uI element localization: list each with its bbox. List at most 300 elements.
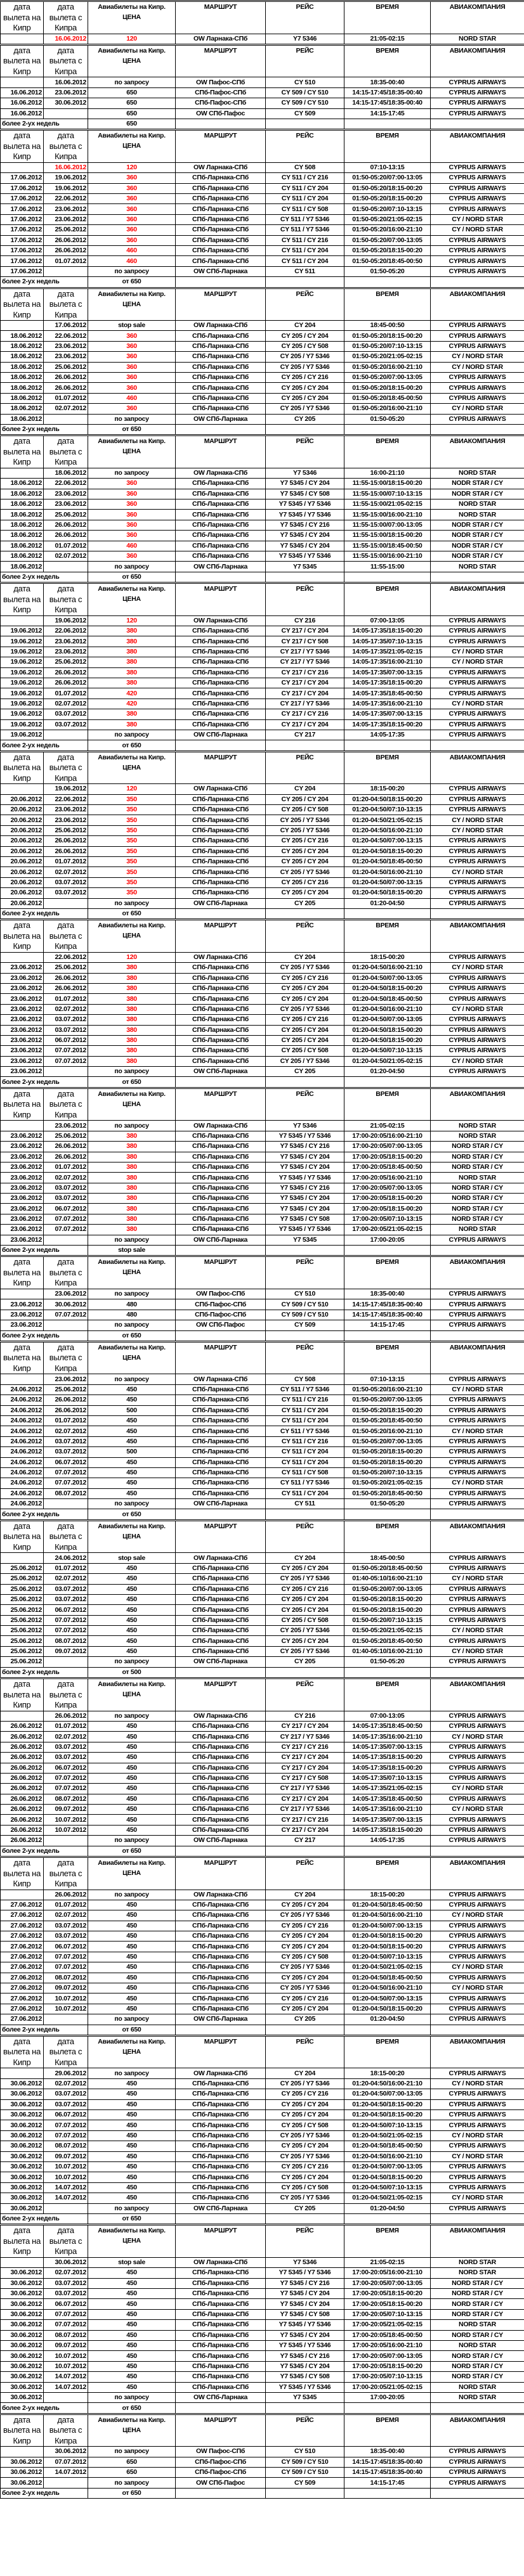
flight-cell: CY 205 / CY 216 bbox=[266, 836, 344, 846]
table-row bbox=[1, 1910, 524, 1921]
date-to-cyprus-cell: 17.06.2012 bbox=[1, 266, 44, 276]
flight-cell: CY 511 / CY 204 bbox=[266, 183, 344, 193]
airline-cell: NORD STAR / CY bbox=[431, 2351, 524, 2361]
price-cell: 450 bbox=[88, 1426, 176, 1436]
airline-cell: CYPRUS AIRWAYS bbox=[431, 77, 524, 87]
route-cell: СПб-Пафос-СПб bbox=[176, 2457, 266, 2467]
table-row bbox=[1, 1067, 524, 1077]
date-from-cyprus-cell bbox=[44, 562, 88, 572]
table-row bbox=[1, 1584, 524, 1594]
route-cell: СПб-Ларнака-СПб bbox=[176, 2309, 266, 2319]
column-header-route: МАРШРУТ bbox=[176, 2225, 266, 2258]
airline-cell: CYPRUS AIRWAYS bbox=[431, 1289, 524, 1299]
column-header-date-from: дата вылета с Кипра bbox=[44, 1678, 88, 1711]
date-from-cyprus-cell: 03.07.2012 bbox=[44, 1742, 88, 1752]
date-to-cyprus-cell: 30.06.2012 bbox=[1, 2162, 44, 2172]
airline-cell: CYPRUS AIRWAYS bbox=[431, 1993, 524, 2004]
flight-cell: CY 217 / CY 216 bbox=[266, 709, 344, 719]
time-cell: 01:20-04:50/07:00-13:05 bbox=[344, 2089, 431, 2099]
time-cell: 01:20-04:50/18:45-00:50 bbox=[344, 1973, 431, 1983]
empty-cell bbox=[344, 1846, 431, 1857]
airline-cell: CYPRUS AIRWAYS bbox=[431, 235, 524, 245]
date-to-cyprus-cell: 26.06.2012 bbox=[1, 1805, 44, 1815]
date-from-cyprus-cell: 07.07.2012 bbox=[44, 1478, 88, 1488]
route-cell: СПб-Ларнака-СПб bbox=[176, 1732, 266, 1742]
date-to-cyprus-cell: 18.06.2012 bbox=[1, 362, 44, 372]
price-cell: 380 bbox=[88, 983, 176, 993]
more-than-two-weeks-row bbox=[1, 2213, 524, 2224]
column-header-price: Авиабилеты на Кипр. ЦЕНА bbox=[88, 751, 176, 784]
date-to-cyprus-cell: 26.06.2012 bbox=[1, 1784, 44, 1794]
airline-cell: NODR STAR / CY bbox=[431, 489, 524, 499]
time-cell: 14:05-17:35/18:15-00:20 bbox=[344, 1763, 431, 1773]
date-from-cyprus-cell: 07.07.2012 bbox=[44, 1310, 88, 1320]
date-to-cyprus-cell: 30.06.2012 bbox=[1, 2309, 44, 2319]
table-row bbox=[1, 2478, 524, 2488]
date-to-cyprus-cell: 24.06.2012 bbox=[1, 1405, 44, 1415]
date-from-cyprus-cell: 02.07.2012 bbox=[44, 699, 88, 709]
date-to-cyprus-cell: 19.06.2012 bbox=[1, 626, 44, 636]
price-cell: 350 bbox=[88, 888, 176, 898]
empty-cell bbox=[266, 2488, 344, 2498]
date-to-cyprus-cell: 30.06.2012 bbox=[1, 2182, 44, 2193]
date-to-cyprus-cell: 26.06.2012 bbox=[1, 1836, 44, 1846]
column-header-airline: АВИАКОМПАНИЯ bbox=[431, 44, 524, 77]
more-than-two-weeks-price: от 650 bbox=[88, 740, 176, 751]
price-cell: 450 bbox=[88, 2289, 176, 2299]
airline-cell: NODR STAR / CY bbox=[431, 541, 524, 551]
date-to-cyprus-cell: 20.06.2012 bbox=[1, 846, 44, 856]
date-from-cyprus-cell: 17.06.2012 bbox=[44, 321, 88, 331]
airline-cell: NORD STAR bbox=[431, 510, 524, 520]
time-cell: 01:50-05:20/21:05-02:15 bbox=[344, 1478, 431, 1488]
table-row bbox=[1, 2014, 524, 2025]
price-cell: 360 bbox=[88, 499, 176, 510]
more-than-two-weeks-row bbox=[1, 1846, 524, 1857]
price-cell: по запросу bbox=[88, 1121, 176, 1131]
date-to-cyprus-cell: 18.06.2012 bbox=[1, 383, 44, 393]
column-header-price: Авиабилеты на Кипр. ЦЕНА bbox=[88, 435, 176, 468]
flight-cell: Y7 5345 / Y7 5346 bbox=[266, 2268, 344, 2278]
date-to-cyprus-cell: 17.06.2012 bbox=[1, 256, 44, 266]
route-cell: СПб-Ларнака-СПб bbox=[176, 2078, 266, 2089]
date-to-cyprus-cell: 27.06.2012 bbox=[1, 1931, 44, 1942]
price-cell: stop sale bbox=[88, 1553, 176, 1563]
date-to-cyprus-cell: 27.06.2012 bbox=[1, 2014, 44, 2025]
airline-cell: CYPRUS AIRWAYS bbox=[431, 183, 524, 193]
flight-cell: CY 216 bbox=[266, 1711, 344, 1721]
time-cell: 01:50-05:20/18:15-00:20 bbox=[344, 383, 431, 393]
price-cell: 380 bbox=[88, 1004, 176, 1014]
column-header-flight: РЕЙС bbox=[266, 130, 344, 163]
header-row bbox=[1, 920, 524, 953]
price-cell: 360 bbox=[88, 520, 176, 530]
date-to-cyprus-cell: 19.06.2012 bbox=[1, 688, 44, 699]
table-row bbox=[1, 1794, 524, 1804]
route-cell: СПб-Ларнака-СПб bbox=[176, 1046, 266, 1056]
date-to-cyprus-cell: 23.06.2012 bbox=[1, 1142, 44, 1152]
more-than-two-weeks-price: от 650 bbox=[88, 2025, 176, 2035]
time-cell: 01:20-04:50/16:00-21:10 bbox=[344, 1910, 431, 1921]
airline-cell: NODR STAR / CY bbox=[431, 551, 524, 561]
table-row bbox=[1, 1773, 524, 1783]
route-cell: СПб-Ларнака-СПб bbox=[176, 1742, 266, 1752]
flight-cell: CY 205 / CY 204 bbox=[266, 983, 344, 993]
more-than-two-weeks-row bbox=[1, 424, 524, 435]
time-cell: 01:20-04:50/16:00-21:10 bbox=[344, 1983, 431, 1993]
time-cell: 01:20-04:50/07:10-13:15 bbox=[344, 1046, 431, 1056]
table-row bbox=[1, 888, 524, 898]
column-header-route: МАРШРУТ bbox=[176, 288, 266, 321]
time-cell: 14:05-17:35/16:00-21:10 bbox=[344, 699, 431, 709]
route-cell: СПб-Ларнака-СПб bbox=[176, 1035, 266, 1045]
date-from-cyprus-cell: 23.06.2012 bbox=[44, 636, 88, 647]
table-row bbox=[1, 856, 524, 866]
airline-cell: CYPRUS AIRWAYS bbox=[431, 1299, 524, 1310]
time-cell: 01:50-05:20/18:15-00:20 bbox=[344, 245, 431, 255]
flight-cell: Y7 5345 / Y7 5346 bbox=[266, 2340, 344, 2350]
empty-cell bbox=[266, 1330, 344, 1341]
flight-cell: CY 205 / CY 204 bbox=[266, 2172, 344, 2182]
route-cell: СПб-Ларнака-СПб bbox=[176, 1983, 266, 1993]
date-to-cyprus-cell: 25.06.2012 bbox=[1, 1584, 44, 1594]
price-cell: 360 bbox=[88, 372, 176, 382]
empty-cell bbox=[431, 1330, 524, 1341]
route-cell: СПб-Ларнака-СПб bbox=[176, 636, 266, 647]
price-cell: 450 bbox=[88, 2172, 176, 2182]
date-from-cyprus-cell: 16.06.2012 bbox=[44, 77, 88, 87]
time-cell: 17:00-20:05/07:10-13:15 bbox=[344, 1214, 431, 1224]
price-cell: 450 bbox=[88, 1805, 176, 1815]
date-to-cyprus-cell: 30.06.2012 bbox=[1, 2467, 44, 2477]
airline-cell: NODR STAR / CY bbox=[431, 520, 524, 530]
table-row bbox=[1, 1890, 524, 1900]
date-to-cyprus-cell: 23.06.2012 bbox=[1, 983, 44, 993]
table-row bbox=[1, 877, 524, 887]
column-header-airline: АВИАКОМПАНИЯ bbox=[431, 1088, 524, 1121]
time-cell: 14:05-17:35/18:15-00:20 bbox=[344, 719, 431, 730]
time-cell: 01:50-05:20/18:15-00:20 bbox=[344, 1405, 431, 1415]
price-cell: 380 bbox=[88, 1214, 176, 1224]
time-cell: 14:05-17:35/07:10-13:15 bbox=[344, 1773, 431, 1783]
airline-cell: NORD STAR bbox=[431, 2392, 524, 2402]
route-cell: СПб-Ларнака-СПб bbox=[176, 719, 266, 730]
price-cell: по запросу bbox=[88, 1235, 176, 1245]
price-block bbox=[1, 1256, 524, 1341]
column-header-flight: РЕЙС bbox=[266, 751, 344, 784]
flight-cell: CY 205 / CY 204 bbox=[266, 1025, 344, 1035]
airline-cell: CYPRUS AIRWAYS bbox=[431, 2478, 524, 2488]
price-cell: 360 bbox=[88, 479, 176, 489]
empty-cell bbox=[344, 2025, 431, 2035]
airline-cell: CYPRUS AIRWAYS bbox=[431, 1605, 524, 1615]
price-cell: по запросу bbox=[88, 1836, 176, 1846]
table-row bbox=[1, 1457, 524, 1467]
route-cell: СПб-Ларнака-СПб bbox=[176, 183, 266, 193]
column-header-airline: АВИАКОМПАНИЯ bbox=[431, 435, 524, 468]
table-row bbox=[1, 1931, 524, 1942]
time-cell: 01:50-05:20/18:45-00:50 bbox=[344, 1563, 431, 1573]
date-to-cyprus-cell: 23.06.2012 bbox=[1, 973, 44, 983]
airline-cell: CYPRUS AIRWAYS bbox=[431, 2110, 524, 2120]
table-row bbox=[1, 1763, 524, 1773]
airline-cell: NORD STAR / CY bbox=[431, 2361, 524, 2371]
route-cell: OW Ларнака-СПб bbox=[176, 34, 266, 44]
time-cell: 01:20-04:50/16:00-21:10 bbox=[344, 2078, 431, 2089]
airline-cell: CY / NORD STAR bbox=[431, 867, 524, 877]
flight-cell: CY 508 bbox=[266, 1374, 344, 1384]
flight-cell: CY 511 / Y7 5346 bbox=[266, 225, 344, 235]
flight-cell: CY 509 bbox=[266, 108, 344, 119]
date-from-cyprus-cell: 09.07.2012 bbox=[44, 2340, 88, 2350]
route-cell: СПб-Ларнака-СПб bbox=[176, 2172, 266, 2182]
column-header-airline: АВИАКОМПАНИЯ bbox=[431, 130, 524, 163]
time-cell: 18:15-00:20 bbox=[344, 1890, 431, 1900]
table-row bbox=[1, 2068, 524, 2078]
column-header-time: ВРЕМЯ bbox=[344, 435, 431, 468]
price-cell: по запросу bbox=[88, 1890, 176, 1900]
time-cell: 01:20-04:50 bbox=[344, 898, 431, 908]
table-row bbox=[1, 1563, 524, 1573]
column-header-date-to: дата вылета на Кипр bbox=[1, 1520, 44, 1553]
price-cell: 380 bbox=[88, 1225, 176, 1235]
flight-cell: CY 205 / CY 204 bbox=[266, 888, 344, 898]
airline-cell: NORD STAR / CY bbox=[431, 1142, 524, 1152]
route-cell: СПб-Ларнака-СПб bbox=[176, 1626, 266, 1636]
column-header-time: ВРЕМЯ bbox=[344, 1678, 431, 1711]
flight-cell: CY 205 / Y7 5346 bbox=[266, 1004, 344, 1014]
column-header-time: ВРЕМЯ bbox=[344, 1088, 431, 1121]
route-cell: СПб-Ларнака-СПб bbox=[176, 804, 266, 815]
date-to-cyprus-cell: 24.06.2012 bbox=[1, 1457, 44, 1467]
flight-cell: Y7 5345 / CY 204 bbox=[266, 2361, 344, 2371]
more-than-two-weeks-label: более 2-ух недель bbox=[1, 572, 88, 583]
time-cell: 01:20-04:50/21:05-02:15 bbox=[344, 2130, 431, 2141]
empty-cell bbox=[344, 2403, 431, 2414]
column-header-date-from: дата вылета с Кипра bbox=[44, 1088, 88, 1121]
table-row bbox=[1, 2110, 524, 2120]
price-cell: 380 bbox=[88, 1152, 176, 1162]
table-row bbox=[1, 2309, 524, 2319]
route-cell: СПб-Ларнака-СПб bbox=[176, 1993, 266, 2004]
date-from-cyprus-cell bbox=[44, 1499, 88, 1509]
column-header-date-to: дата вылета на Кипр bbox=[1, 920, 44, 953]
column-header-time: ВРЕМЯ bbox=[344, 1520, 431, 1553]
date-to-cyprus-cell: 23.06.2012 bbox=[1, 1162, 44, 1172]
date-from-cyprus-cell: 26.06.2012 bbox=[44, 836, 88, 846]
date-from-cyprus-cell: 23.06.2012 bbox=[44, 214, 88, 224]
time-cell: 11:55-15:00/18:15-00:20 bbox=[344, 531, 431, 541]
table-row bbox=[1, 2330, 524, 2340]
airline-cell: CYPRUS AIRWAYS bbox=[431, 1436, 524, 1446]
date-from-cyprus-cell: 23.06.2012 bbox=[44, 815, 88, 825]
time-cell: 17:00-20:05/21:05-02:15 bbox=[344, 2320, 431, 2330]
table-row bbox=[1, 898, 524, 908]
date-to-cyprus-cell: 23.06.2012 bbox=[1, 1035, 44, 1045]
date-from-cyprus-cell bbox=[44, 1320, 88, 1330]
table-row bbox=[1, 331, 524, 341]
empty-cell bbox=[344, 572, 431, 583]
date-to-cyprus-cell: 24.06.2012 bbox=[1, 1395, 44, 1405]
column-header-date-from: дата вылета с Кипра bbox=[44, 435, 88, 468]
flight-cell: CY 511 bbox=[266, 1499, 344, 1509]
time-cell: 14:05-17:35/07:00-13:15 bbox=[344, 1742, 431, 1752]
date-from-cyprus-cell: 25.06.2012 bbox=[44, 1384, 88, 1394]
date-to-cyprus-cell bbox=[1, 784, 44, 794]
time-cell: 01:20-04:50/18:45-00:50 bbox=[344, 2141, 431, 2151]
time-cell: 14:05-17:35/18:45-00:50 bbox=[344, 1794, 431, 1804]
flight-cell: CY 511 / CY 216 bbox=[266, 235, 344, 245]
time-cell: 17:00-20:05/18:15-00:20 bbox=[344, 1204, 431, 1214]
more-than-two-weeks-price: от 650 bbox=[88, 2213, 176, 2224]
column-header-date-from: дата вылета с Кипра bbox=[44, 583, 88, 616]
flight-cell: Y7 5345 / CY 204 bbox=[266, 1194, 344, 1204]
header-row bbox=[1, 1520, 524, 1553]
column-header-date-to: дата вылета на Кипр bbox=[1, 2225, 44, 2258]
column-header-route: МАРШРУТ bbox=[176, 2414, 266, 2447]
date-from-cyprus-cell: 26.06.2012 bbox=[44, 1711, 88, 1721]
table-row bbox=[1, 1784, 524, 1794]
date-to-cyprus-cell: 19.06.2012 bbox=[1, 647, 44, 657]
route-cell: СПб-Ларнака-СПб bbox=[176, 867, 266, 877]
date-to-cyprus-cell: 27.06.2012 bbox=[1, 1900, 44, 1910]
flight-cell: CY 204 bbox=[266, 952, 344, 962]
more-than-two-weeks-row bbox=[1, 1246, 524, 1256]
price-cell: 450 bbox=[88, 1563, 176, 1573]
price-cell: 450 bbox=[88, 1594, 176, 1604]
airline-cell: NODR STAR / CY bbox=[431, 479, 524, 489]
route-cell: OW СПб-Ларнака bbox=[176, 1836, 266, 1846]
price-cell: 380 bbox=[88, 963, 176, 973]
price-cell: 380 bbox=[88, 1056, 176, 1066]
route-cell: СПб-Ларнака-СПб bbox=[176, 204, 266, 214]
more-than-two-weeks-row bbox=[1, 572, 524, 583]
flight-cell: CY 205 / CY 508 bbox=[266, 1615, 344, 1625]
price-cell: 380 bbox=[88, 1015, 176, 1025]
date-to-cyprus-cell: 20.06.2012 bbox=[1, 877, 44, 887]
table-row bbox=[1, 2340, 524, 2350]
date-to-cyprus-cell: 24.06.2012 bbox=[1, 1415, 44, 1426]
more-than-two-weeks-label: более 2-ух недель bbox=[1, 1846, 88, 1857]
time-cell: 01:20-04:50/18:15-00:20 bbox=[344, 888, 431, 898]
airline-cell: CYPRUS AIRWAYS bbox=[431, 1584, 524, 1594]
date-to-cyprus-cell: 24.06.2012 bbox=[1, 1499, 44, 1509]
date-to-cyprus-cell: 18.06.2012 bbox=[1, 499, 44, 510]
column-header-date-to: дата вылета на Кипр bbox=[1, 130, 44, 163]
price-cell: по запросу bbox=[88, 77, 176, 87]
date-to-cyprus-cell: 23.06.2012 bbox=[1, 1214, 44, 1224]
price-block bbox=[1, 920, 524, 1088]
price-cell: 380 bbox=[88, 1131, 176, 1141]
date-to-cyprus-cell: 23.06.2012 bbox=[1, 1194, 44, 1204]
date-to-cyprus-cell: 19.06.2012 bbox=[1, 667, 44, 678]
table-row bbox=[1, 468, 524, 478]
time-cell: 11:55-15:00/07:00-13:05 bbox=[344, 520, 431, 530]
route-cell: СПб-Ларнака-СПб bbox=[176, 245, 266, 255]
date-from-cyprus-cell: 26.06.2012 bbox=[44, 983, 88, 993]
more-than-two-weeks-label: более 2-ух недель bbox=[1, 2488, 88, 2498]
column-header-price: Авиабилеты на Кипр. ЦЕНА bbox=[88, 920, 176, 953]
flight-cell: CY 205 / CY 508 bbox=[266, 2120, 344, 2130]
airline-cell: CYPRUS AIRWAYS bbox=[431, 1415, 524, 1426]
route-cell: СПб-Ларнака-СПб bbox=[176, 1395, 266, 1405]
price-cell: 380 bbox=[88, 647, 176, 657]
time-cell: 14:05-17:35/07:00-13:15 bbox=[344, 709, 431, 719]
table-row bbox=[1, 1973, 524, 1983]
table-row bbox=[1, 162, 524, 172]
flight-cell: CY 509 bbox=[266, 1320, 344, 1330]
price-cell: 450 bbox=[88, 2089, 176, 2099]
route-cell: СПб-Ларнака-СПб bbox=[176, 1563, 266, 1573]
empty-cell bbox=[176, 572, 266, 583]
flight-cell: CY 511 / CY 216 bbox=[266, 1436, 344, 1446]
table-row bbox=[1, 1805, 524, 1815]
table-row bbox=[1, 709, 524, 719]
time-cell: 01:20-04:50/07:10-13:15 bbox=[344, 804, 431, 815]
date-to-cyprus-cell: 30.06.2012 bbox=[1, 2361, 44, 2371]
airline-cell: CYPRUS AIRWAYS bbox=[431, 730, 524, 740]
time-cell: 16:00-21:10 bbox=[344, 468, 431, 478]
date-to-cyprus-cell: 23.06.2012 bbox=[1, 963, 44, 973]
airline-cell: CYPRUS AIRWAYS bbox=[431, 383, 524, 393]
flight-cell: CY 511 / CY 508 bbox=[266, 204, 344, 214]
price-cell: 650 bbox=[88, 2467, 176, 2477]
price-cell: 450 bbox=[88, 1910, 176, 1921]
empty-cell bbox=[431, 424, 524, 435]
route-cell: OW Пафос-СПб bbox=[176, 2447, 266, 2457]
date-to-cyprus-cell: 26.06.2012 bbox=[1, 1773, 44, 1783]
route-cell: СПб-Ларнака-СПб bbox=[176, 1773, 266, 1783]
route-cell: СПб-Ларнака-СПб bbox=[176, 2193, 266, 2203]
flight-cell: Y7 5345 bbox=[266, 562, 344, 572]
price-cell: 450 bbox=[88, 2120, 176, 2130]
date-from-cyprus-cell: 23.06.2012 bbox=[44, 1289, 88, 1299]
table-row bbox=[1, 2151, 524, 2161]
table-row bbox=[1, 730, 524, 740]
column-header-route: МАРШРУТ bbox=[176, 1857, 266, 1890]
column-header-date-from: дата вылета с Кипра bbox=[44, 1, 88, 34]
price-cell: по запросу bbox=[88, 1657, 176, 1667]
airline-cell: CY / NORD STAR bbox=[431, 2130, 524, 2141]
table-row bbox=[1, 173, 524, 183]
more-than-two-weeks-price: от 650 bbox=[88, 2488, 176, 2498]
airline-cell: NORD STAR / CY bbox=[431, 1214, 524, 1224]
airline-cell: NORD STAR bbox=[431, 2320, 524, 2330]
time-cell: 07:10-13:15 bbox=[344, 1374, 431, 1384]
route-cell: СПб-Ларнака-СПб bbox=[176, 2268, 266, 2278]
date-from-cyprus-cell: 03.07.2012 bbox=[44, 1025, 88, 1035]
flight-cell: CY 510 bbox=[266, 2447, 344, 2457]
price-cell: по запросу bbox=[88, 266, 176, 276]
date-from-cyprus-cell: 10.07.2012 bbox=[44, 2172, 88, 2182]
route-cell: OW Ларнака-СПб bbox=[176, 1374, 266, 1384]
airline-cell: CYPRUS AIRWAYS bbox=[431, 877, 524, 887]
route-cell: СПб-Ларнака-СПб bbox=[176, 1162, 266, 1172]
date-from-cyprus-cell bbox=[44, 1836, 88, 1846]
airline-cell: CYPRUS AIRWAYS bbox=[431, 1657, 524, 1667]
empty-cell bbox=[344, 1509, 431, 1520]
empty-cell bbox=[176, 908, 266, 919]
route-cell: OW Ларнака-СПб bbox=[176, 2068, 266, 2078]
route-cell: OW Ларнака-СПб bbox=[176, 952, 266, 962]
date-from-cyprus-cell: 30.06.2012 bbox=[44, 98, 88, 108]
time-cell: 17:00-20:05/18:45-00:50 bbox=[344, 1162, 431, 1172]
route-cell: OW СПб-Ларнака bbox=[176, 1657, 266, 1667]
price-cell: по запросу bbox=[88, 2203, 176, 2213]
date-to-cyprus-cell: 18.06.2012 bbox=[1, 393, 44, 403]
column-header-time: ВРЕМЯ bbox=[344, 1857, 431, 1890]
route-cell: СПб-Ларнака-СПб bbox=[176, 2299, 266, 2309]
